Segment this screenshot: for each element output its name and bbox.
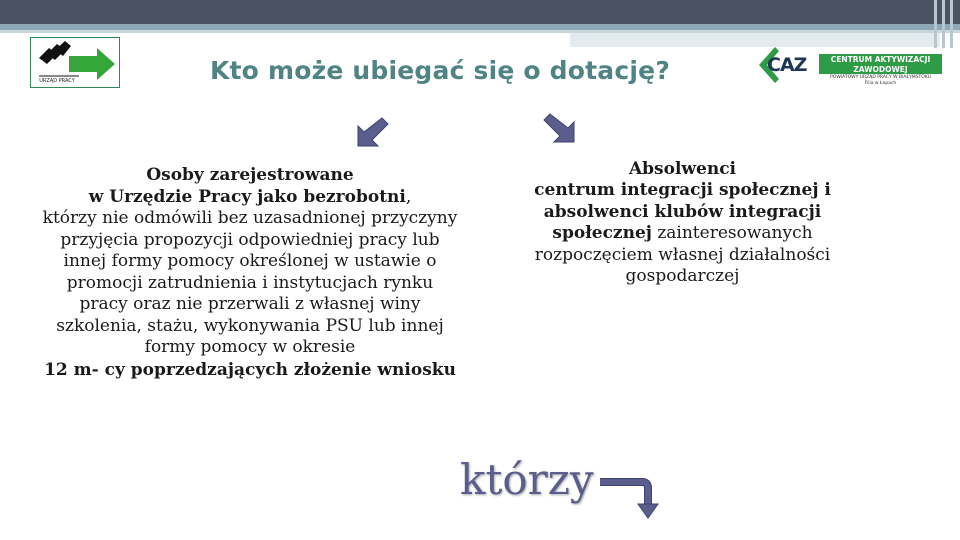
- right-body-block: [505, 180, 860, 288]
- caz-line3: POWIATOWY URZĄD PRACY W BIAŁYMSTOKU: [830, 75, 931, 80]
- urzad-pracy-logo: [30, 37, 120, 88]
- caz-line4: Filia w Łapach: [864, 81, 897, 86]
- slide-title: Kto może ubiegać się o dotację?: [209, 56, 671, 85]
- left-heading-2-suffix: ,: [405, 187, 412, 207]
- left-heading-1: Osoby zarejestrowane: [146, 165, 354, 185]
- footer-word: którzy: [460, 455, 594, 504]
- bent-arrow-down-icon: [598, 474, 664, 522]
- top-bar: [0, 0, 960, 24]
- caz-logo: [757, 43, 942, 89]
- arrow-down-right-icon: [540, 108, 580, 148]
- left-column: [40, 164, 460, 381]
- logo-caption: URZĄD PRACY: [39, 78, 75, 84]
- caz-line2: ZAWODOWEJ: [819, 65, 942, 74]
- arrow-down-left-icon: [352, 112, 392, 152]
- caz-line1: CENTRUM AKTYWIZACJI: [819, 54, 942, 65]
- left-heading-2-text: w Urzędzie Pracy jako bezrobotni: [88, 187, 406, 207]
- caz-letters: CAZ: [767, 54, 807, 76]
- left-closing: 12 m- cy poprzedzających złożenie wniosku: [44, 359, 456, 380]
- right-body: zainteresowanych rozpoczęciem własnej działalności gospodarczej: [534, 223, 831, 286]
- right-heading: Absolwenci: [628, 159, 737, 179]
- left-heading-2: [40, 186, 460, 208]
- corner-decoration: [930, 0, 960, 48]
- left-body: którzy nie odmówili bez uzasadnionej przyczyny przyjęcia propozycji odpowiedniej pracy lub innej formy pomocy określonej w ustawie o promocji zatrudnienia i instytucjach rynku pracy oraz nie przerwali z własnej winy szkolenia, stażu, wykonywania PSU lub innej formy pomocy w okresie: [42, 208, 458, 357]
- right-bold-part: centrum integracji społecznej i absolwenci klubów integracji społecznej: [534, 180, 831, 243]
- right-column: [505, 158, 860, 288]
